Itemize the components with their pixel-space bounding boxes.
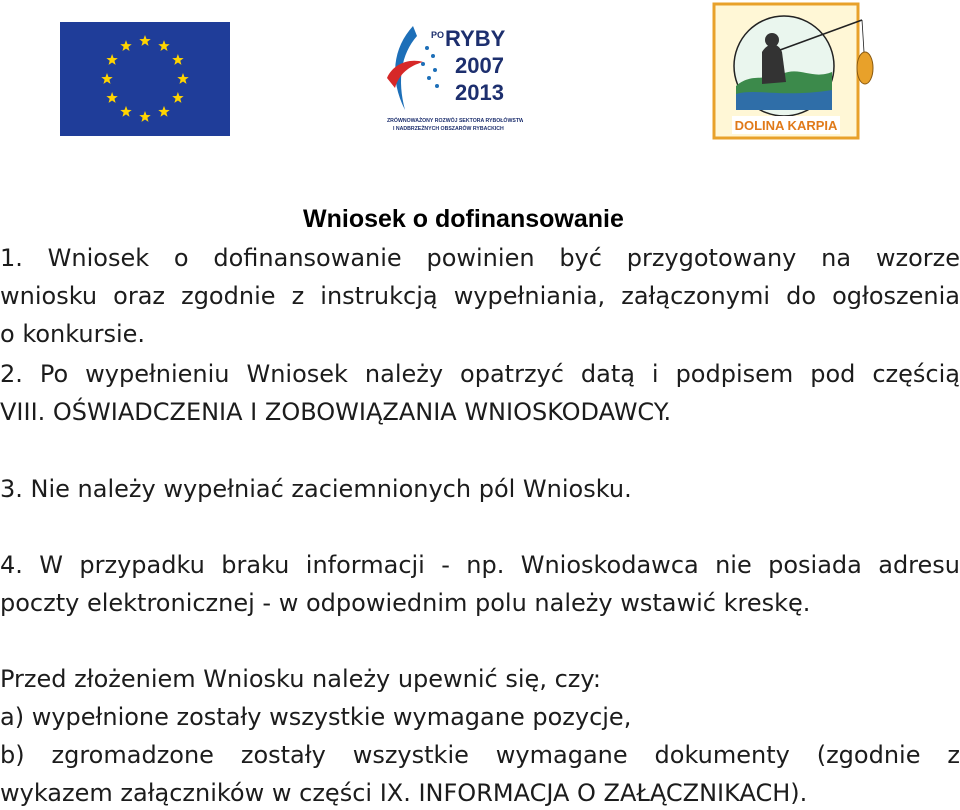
eu-star-icon <box>106 92 117 103</box>
paragraph-line-5: VIII. OŚWIADCZENIA I ZOBOWIĄZANIA WNIOSKODAWCY. <box>0 398 672 426</box>
po-ryby-tagline-2: I NADBRZEŻNYCH OBSZARÓW RYBACKICH <box>393 126 504 132</box>
eu-star-icon <box>139 111 150 122</box>
paragraph-line-9: Przed złożeniem Wniosku należy upewnić się, czy: <box>0 665 601 693</box>
paragraph-line-6: 3. Nie należy wypełniać zaciemnionych pól Wniosku. <box>0 475 632 503</box>
eu-stars-icon <box>60 22 230 136</box>
po-ryby-year-end: 2013 <box>455 80 504 105</box>
paragraph-line-11: b) zgromadzone zostały wszystkie wymagane dokumenty (zgodnie z <box>0 741 960 769</box>
po-ryby-logo <box>383 18 523 140</box>
eu-star-icon <box>106 54 117 65</box>
paragraph-line-1: 1. Wniosek o dofinansowanie powinien być przygotowany na wzorze <box>0 244 960 272</box>
po-ryby-prefix: PO <box>431 30 445 40</box>
po-ryby-tagline-1: ZRÓWNOWAŻONY ROZWÓJ SEKTORA RYBOŁÓWSTWA <box>387 118 523 124</box>
eu-star-icon <box>120 40 131 51</box>
dolina-karpia-label: DOLINA KARPIA <box>734 118 838 133</box>
eu-star-icon <box>139 35 150 46</box>
document-title: Wniosek o dofinansowanie <box>303 205 624 233</box>
paragraph-line-12: wykazem załączników w części IX. INFORMACJA O ZAŁĄCZNIKACH). <box>0 779 808 807</box>
paragraph-line-3: o konkursie. <box>0 320 146 348</box>
paragraph-line-10: a) wypełnione zostały wszystkie wymagane pozycje, <box>0 703 632 731</box>
eu-star-icon <box>101 73 112 84</box>
eu-star-icon <box>120 106 131 117</box>
eu-star-icon <box>172 54 183 65</box>
eu-star-icon <box>158 106 169 117</box>
eu-flag-logo <box>60 22 230 136</box>
po-ryby-name: RYBY <box>445 26 506 51</box>
logo-bar <box>0 0 960 150</box>
paragraph-line-4: 2. Po wypełnieniu Wniosek należy opatrzyć datą i podpisem pod częścią <box>0 360 960 388</box>
paragraph-line-2: wniosku oraz zgodnie z instrukcją wypełniania, załączonymi do ogłoszenia <box>0 282 960 310</box>
eu-star-icon <box>158 40 169 51</box>
paragraph-line-8: poczty elektronicznej - w odpowiednim polu należy wstawić kreskę. <box>0 589 811 617</box>
dolina-karpia-logo <box>712 2 882 142</box>
paragraph-line-7: 4. W przypadku braku informacji - np. Wnioskodawca nie posiada adresu <box>0 551 960 579</box>
eu-star-icon <box>177 73 188 84</box>
po-ryby-year-start: 2007 <box>455 53 504 78</box>
eu-star-icon <box>172 92 183 103</box>
